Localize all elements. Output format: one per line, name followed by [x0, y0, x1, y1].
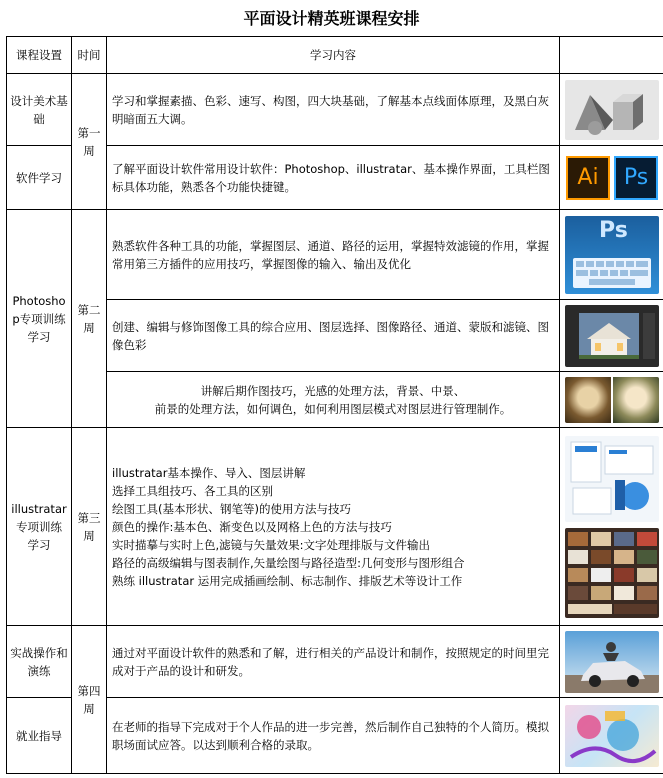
image-cell-app-icons	[560, 146, 663, 210]
week-2	[72, 210, 107, 428]
content-illustrator	[107, 428, 560, 626]
week-3-label: 第三周	[77, 510, 101, 543]
content-photoshop-editing: 创建、编辑与修饰图像工具的综合应用、图层选择、图像路径、通道、蒙版和滤镜、图像色彩	[107, 300, 560, 372]
content-photoshop-retouch: 讲解后期作图技巧，光感的处理方法，背景、中景、 前景的处理方法，如何调色，如何利用图层模式对图层进行管理制作。	[107, 372, 560, 428]
image-cell-house	[560, 300, 663, 372]
photoshop-icon: Ps	[614, 156, 658, 200]
content-design-art: 学习和掌握素描、色彩、速写、构图，四大块基础，了解基本点线面体原理，及黑白灰明暗面五大调。	[107, 74, 560, 146]
header-image	[560, 37, 663, 74]
course-design-art: 设计美术基础	[7, 74, 72, 146]
week-3	[72, 428, 107, 626]
table-row	[7, 210, 663, 300]
header-week: 时间	[72, 37, 107, 74]
list-item: 路径的高级编辑与图表制作,矢量绘图与路径造型:几何变形与图形组合	[112, 555, 465, 570]
image-cell-ps-keyboard	[560, 210, 663, 300]
sketch-geometry-image	[565, 80, 659, 140]
list-item: 颜色的操作:基本色、渐变色以及网格上色的方法与技巧	[112, 519, 392, 534]
content-practice: 通过对平面设计软件的熟悉和了解，进行相关的产品设计和制作，按照规定的时间里完成对于产品的设计和研发。	[107, 626, 560, 698]
table-row	[7, 428, 663, 626]
course-career: 就业指导	[7, 698, 72, 774]
course-practice: 实战操作和演练	[7, 626, 72, 698]
course-software: 软件学习	[7, 146, 72, 210]
table-header-row	[7, 37, 663, 74]
image-cell-poster	[560, 698, 663, 774]
table-row	[7, 74, 663, 146]
illustrator-icon: Ai	[566, 156, 610, 200]
course-illustrator: illustratar专项训练学习	[7, 428, 72, 626]
header-course: 课程设置	[7, 37, 72, 74]
content-software: 了解平面设计软件常用设计软件：Photoshop、illustratar、基本操作界面，工具栏图标具体功能，熟悉各个功能快捷键。	[107, 146, 560, 210]
header-content: 学习内容	[107, 37, 560, 74]
list-item: 实时描摹与实时上色,滤镜与矢量效果:文字处理排版与文件输出	[112, 537, 431, 552]
week-1	[72, 74, 107, 210]
image-cell-cats	[560, 372, 663, 428]
image-cell-sketch	[560, 74, 663, 146]
course-photoshop: Photoshop专项训练学习	[7, 210, 72, 428]
list-item: 熟练 illustratar 运用完成插画绘制、标志制作、排版艺术等设计工作	[112, 573, 463, 588]
house-edit-image	[565, 305, 659, 367]
brand-identity-image	[565, 436, 659, 522]
week-1-label: 第一周	[77, 125, 101, 158]
poster-collage-image	[565, 705, 659, 767]
content-photoshop-tools: 熟悉软件各种工具的功能，掌握图层、通道、路径的运用，掌握特效滤镜的作用，掌握常用第三方插件的应用技巧，掌握图像的输入、输出及优化	[107, 210, 560, 300]
list-item: 绘图工具(基本形状、钢笔等)的使用方法与技巧	[112, 501, 351, 516]
image-cell-illustrator-works	[560, 428, 663, 626]
layout-grid-image	[565, 528, 659, 618]
list-item: illustratar基本操作、导入、图层讲解	[112, 465, 306, 480]
schedule-table	[6, 36, 663, 774]
ps-logo-text: Ps	[599, 217, 628, 243]
cat-retouch-image	[565, 377, 659, 423]
week-4	[72, 626, 107, 774]
page-title: 平面设计精英班课程安排	[243, 9, 420, 28]
content-career: 在老师的指导下完成对于个人作品的进一步完善，然后制作自己独特的个人简历。模拟职场面试应答。以达到顺利合格的录取。	[107, 698, 560, 774]
car-ad-image	[565, 631, 659, 693]
image-cell-car	[560, 626, 663, 698]
week-4-label: 第四周	[77, 683, 101, 716]
week-2-label: 第二周	[77, 302, 101, 335]
table-row	[7, 626, 663, 698]
list-item: 选择工具组技巧、各工具的区别	[112, 483, 273, 498]
ps-keyboard-image	[565, 216, 659, 294]
